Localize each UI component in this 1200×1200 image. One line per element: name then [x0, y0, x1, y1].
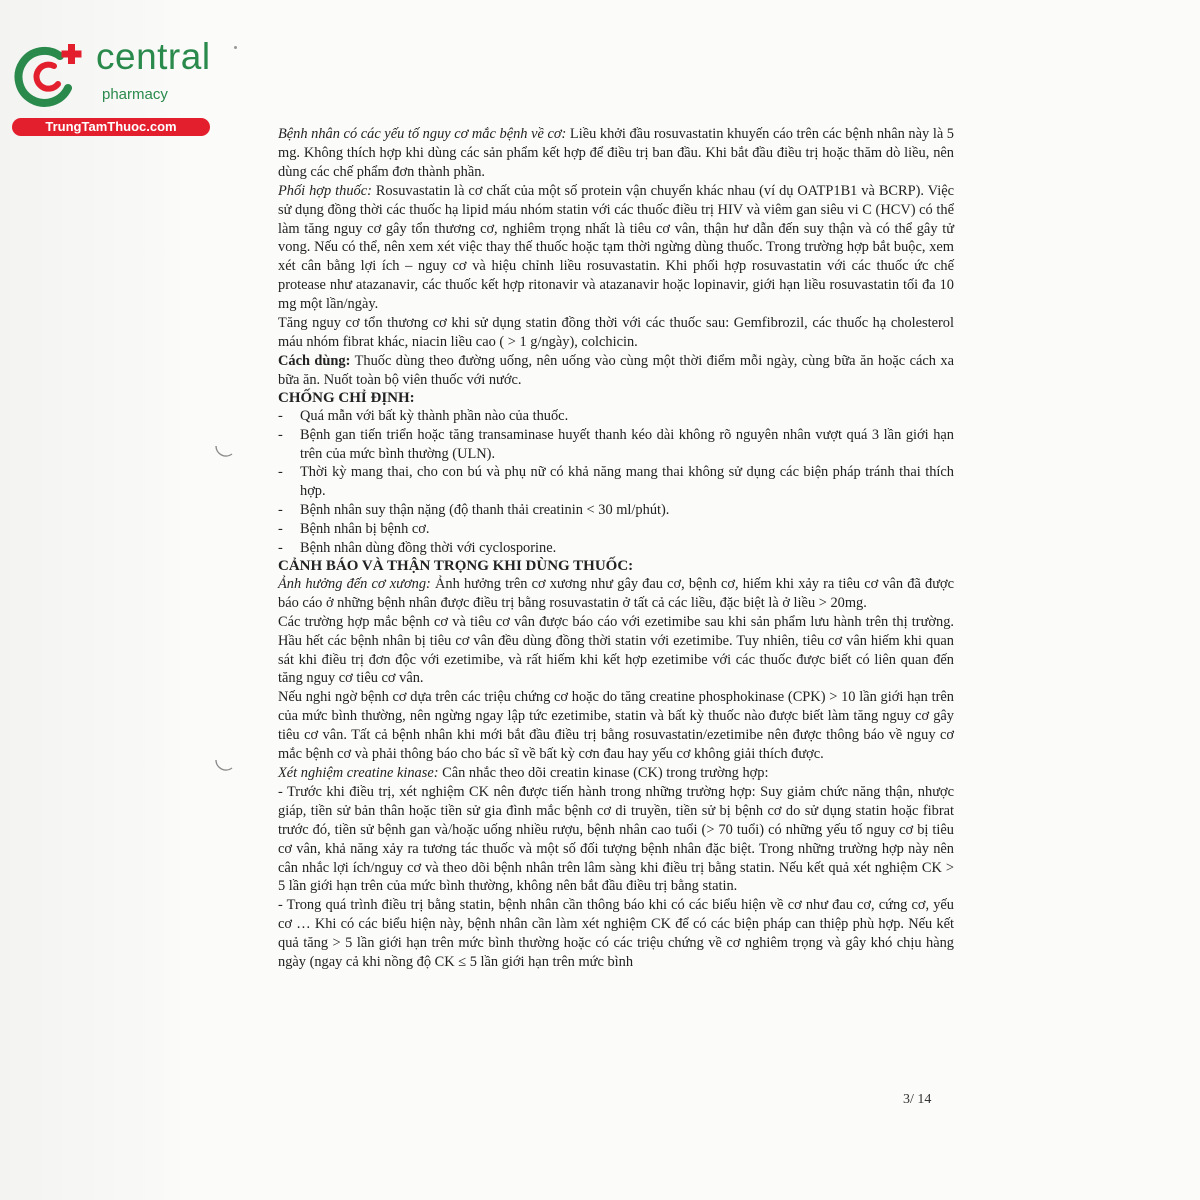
list-item: - Quá mẫn với bất kỳ thành phần nào của thuốc.: [278, 407, 954, 426]
logo-wordmark: central: [96, 36, 211, 77]
paragraph-label: Bệnh nhân có các yếu tố nguy cơ mắc bệnh về cơ:: [278, 126, 567, 142]
page-number: 3/ 14: [903, 1092, 932, 1107]
paragraph: Các trường hợp mắc bệnh cơ và tiêu cơ vân được báo cáo với ezetimibe sau khi sản phẩm lưu hành trên thị trường. Hầu hết các bệnh nhân bị tiêu cơ vân đều dùng đồng thời statin với ezetimibe. Tuy nhiên, tiêu cơ vân hiếm khi quan sát khi điều trị đơn độc với ezetimibe, và rất hiếm khi kết hợp ezetimibe với các thuốc được biết có liên quan đến tăng nguy cơ tiêu cơ vân.: [278, 613, 954, 687]
paragraph-label: Xét nghiệm creatine kinase:: [278, 765, 439, 781]
scan-margin: [0, 0, 180, 1200]
paragraph-label: Phối hợp thuốc:: [278, 182, 372, 199]
pharmacy-logo[interactable]: [10, 34, 215, 139]
paragraph: [278, 575, 954, 613]
paragraph: - Trước khi điều trị, xét nghiệm CK nên được tiến hành trong những trường hợp: Suy giảm chức năng thận, nhược giáp, tiền sử bản thân hoặc tiền sử gia đình mắc bệnh cơ di truyền, tiền sử bị bệnh cơ do sử dụng statin hoặc fibrat trước đó, tiền sử bệnh gan và/hoặc uống nhiều rượu, bệnh nhân cao tuổi (> 70 tuổi) có những yếu tố nguy cơ bị tiêu cơ vân, khả năng xảy ra tương tác thuốc và một số đối tượng bệnh nhân đặc biệt. Trong những trường hợp này nên cân nhắc lợi ích/nguy cơ và theo dõi bệnh nhân trên lâm sàng khi điều trị bằng statin. Nếu kết quả xét nghiệm CK > 5 lần giới hạn trên của mức bình thường, không nên bắt đầu điều trị bằng statin.: [278, 783, 954, 895]
list-item: - Bệnh nhân dùng đồng thời với cyclosporine.: [278, 539, 954, 558]
list-item: - Bệnh nhân suy thận nặng (độ thanh thải creatinin < 30 ml/phút).: [278, 501, 954, 520]
section-heading-contraindications: CHỐNG CHỈ ĐỊNH:: [278, 389, 415, 406]
logo-banner: TrungTamThuoc.com: [12, 118, 210, 136]
paragraph-label: Ảnh hưởng đến cơ xương:: [278, 575, 431, 592]
paragraph-text: Liều khởi đầu rosuvastatin khuyến cáo trên các bệnh nhân này là 5 mg. Không thích hợp khi dùng các sản phẩm kết hợp để điều trị ban đầu. Khi bắt đầu điều trị hoặc thăm dò liều, nên dùng các chế phẩm đơn thành phần.: [278, 126, 954, 180]
paragraph-label: Cách dùng:: [278, 352, 351, 369]
logo-subtitle: pharmacy: [102, 86, 168, 103]
paragraph: [278, 764, 954, 783]
paragraph: - Trong quá trình điều trị bằng statin, bệnh nhân cần thông báo khi có các biểu hiện về cơ như đau cơ, cứng cơ, yếu cơ … Khi có các biểu hiện này, bệnh nhân cần làm xét nghiệm CK để có các biện pháp can thiệp phù hợp. Nếu kết quả tăng > 5 lần giới hạn trên mức bình thường hoặc có các triệu chứng về cơ nghiêm trọng và gây khó chịu hàng ngày (ngay cả khi nồng độ CK ≤ 5 lần giới hạn trên mức bình: [278, 897, 954, 971]
document-body: [278, 125, 954, 972]
paragraph: [278, 125, 954, 182]
list-item: - Thời kỳ mang thai, cho con bú và phụ nữ có khả năng mang thai không sử dụng các biện pháp tránh thai thích hợp.: [278, 463, 954, 501]
paragraph: Tăng nguy cơ tổn thương cơ khi sử dụng statin đồng thời với các thuốc sau: Gemfibrozil, các thuốc hạ cholesterol máu nhóm fibrat khác, niacin liều cao ( > 1 g/ngày), colchicin.: [278, 315, 954, 350]
pharmacy-cross-icon: [10, 38, 90, 108]
punch-hole-mark: [212, 440, 236, 464]
list-item: - Bệnh nhân bị bệnh cơ.: [278, 520, 954, 539]
paragraph-text: Cân nhắc theo dõi creatin kinase (CK) trong trường hợp:: [438, 765, 769, 781]
list-item: - Bệnh gan tiến triển hoặc tăng transaminase huyết thanh kéo dài không rõ nguyên nhân vượt quá 3 lần giới hạn trên của mức bình thường (ULN).: [278, 426, 954, 464]
section-heading-warnings: CẢNH BÁO VÀ THẬN TRỌNG KHI DÙNG THUỐC:: [278, 557, 634, 574]
paragraph-text: Ảnh hưởng trên cơ xương như gây đau cơ, bệnh cơ, hiếm khi xảy ra tiêu cơ vân đã được báo cáo ở những bệnh nhân được điều trị bằng rosuvastatin ở tất cả các liều, đặc biệt là ở liều > 20mg.: [278, 575, 954, 611]
paragraph-text: Rosuvastatin là cơ chất của một số protein vận chuyển khác nhau (ví dụ OATP1B1 và BCRP). Việc sử dụng đồng thời các thuốc hạ lipid máu nhóm statin với các thuốc điều trị HIV và viêm gan siêu vi C (HCV) có thể làm tăng nguy cơ gây tổn thương cơ, nghiêm trọng nhất là tiêu cơ vân, thận hư dẫn đến suy thận và có thể gây tử vong. Nếu có thể, nên xem xét việc thay thế thuốc hoặc tạm thời ngừng dùng thuốc. Trong trường hợp bắt buộc, xem xét cân bằng lợi ích – nguy cơ và hiệu chỉnh liều rosuvastatin. Khi phối hợp rosuvastatin với các thuốc ức chế protease như atazanavir, các thuốc kết hợp ritonavir và atazanavir hoặc lopinavir, giới hạn liều rosuvastatin tối đa 10 mg một lần/ngày.: [278, 182, 954, 313]
scan-speck: [234, 46, 237, 49]
punch-hole-mark: [212, 754, 236, 778]
paragraph: Nếu nghi ngờ bệnh cơ dựa trên các triệu chứng cơ hoặc do tăng creatine phosphokinase (CPK) > 10 lần giới hạn trên của mức bình thường, nên ngừng ngay lập tức ezetimibe, statin và bất kỳ thuốc nào được biết làm tăng nguy cơ gây tiêu cơ vân. Tất cả bệnh nhân khi mới bắt đầu điều trị bằng rosuvastatin/ezetimibe nên được thông báo về nguy cơ mắc bệnh cơ và phải thông báo cho bác sĩ về bất kỳ cơn đau hay yếu cơ không giải thích được.: [278, 689, 954, 763]
contraindication-list: [278, 407, 954, 558]
paragraph: [278, 182, 954, 314]
paragraph-text: Thuốc dùng theo đường uống, nên uống vào cùng một thời điểm mỗi ngày, cùng bữa ăn hoặc cách xa bữa ăn. Nuốt toàn bộ viên thuốc với nước.: [278, 352, 954, 388]
paragraph: [278, 352, 954, 390]
